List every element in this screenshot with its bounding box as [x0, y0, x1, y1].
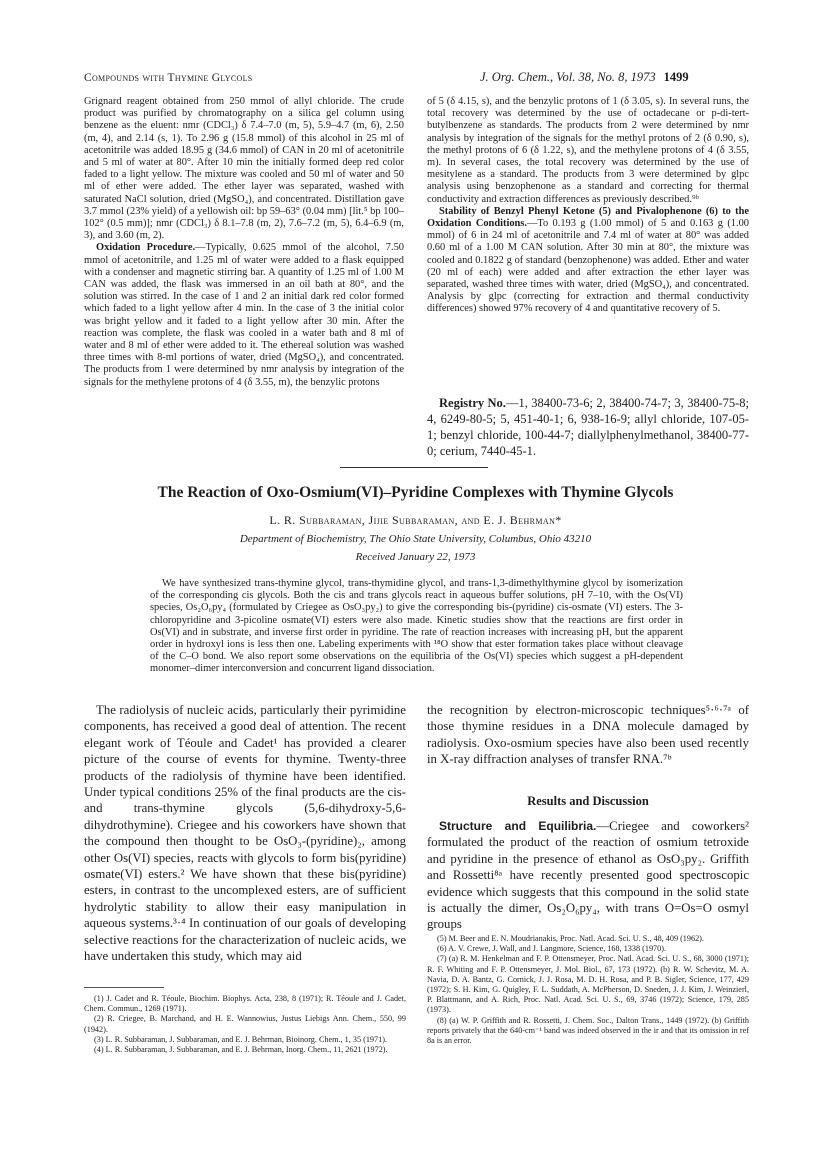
abstract: We have synthesized trans-thymine glycol, trans-thymidine glycol, and trans-1,3-dimethylthymine glycol by isomerization of the corresponding cis glycols. Both the cis and trans glycols react in aqueous buffer solutions, pH 7–10, with the Os(VI) species, Os₂O₆py₄ (formulated by Criegee as OsO₃py₂) to give the corresponding bis-(pyridine) cis-osmate (VI) esters. The 3-chloropyridine and 3-picoline osmate(VI) esters were also made. Kinetic studies show that the reactions are first order in Os(VI) and in substrate, and inverse first order in pyridine. The rate of reaction increases with increasing pH, but the apparent order in hydroxyl ions is less then one. Labeling experiments with ¹⁸O show that ester formation takes place without cleavage of the C–O bond. We also report some observations on the equilibria of the Os(VI) species which suggest a pH-dependent monomer–dimer interconversion and concurrent ligand dissociation. — [150, 578, 683, 675]
section-heading: Results and Discussion — [527, 794, 649, 808]
registry-label: Registry No. — [439, 396, 506, 410]
subsection-heading: Structure and Equilibria. — [439, 819, 597, 833]
footnotes-right — [427, 934, 749, 1046]
experimental-paragraph: of 5 (δ 4.15, s), and the benzylic protons of 1 (δ 3.05, s). In several runs, the total recovery was determined by the use of octadecane or p-di-tert-butylbenzene as standards. The products from 2 were determined by nmr analysis by integration of the signals for the methyl protons of 2 (δ 0.90, s), the methyl protons of 6 (δ 1.22, s), and the methylene protons of 4 (δ 3.55, m). In several cases, the total recovery was determined by the use of mesitylene as a standard. The products from 3 were determined by glpc analysis using benzophenone as a standard and correcting for thermal conductivity and extraction differences as previously described.⁹ᵇ — [427, 96, 749, 205]
body-left-column — [84, 702, 406, 965]
page-number: 1499 — [663, 70, 689, 84]
oxidation-procedure-heading: Oxidation Procedure. — [96, 242, 196, 254]
registry-paragraph — [427, 395, 749, 459]
footnote: (3) L. R. Subbaraman, J. Subbaraman, and E. J. Behrman, Bioinorg. Chem., 1, 35 (1971). — [94, 1034, 387, 1044]
footnote-rule — [84, 987, 164, 988]
article-authors: L. R. Subbaraman, Jijie Subbaraman, and E. J. Behrman* — [269, 513, 562, 527]
footnote: (6) A. V. Crewe, J. Wall, and J. Langmore, Science, 168, 1338 (1970). — [437, 944, 667, 954]
stability-heading: Stability of Benzyl Phenyl Ketone (5) and Pivalophenone (6) to the Oxidation Conditions. — [427, 205, 749, 230]
footnote: (5) M. Beer and E. N. Moudrianakis, Proc. Natl. Acad. Sci. U. S., 48, 409 (1962). — [437, 934, 704, 943]
oxidation-procedure-text: —Typically, 0.625 mmol of the alcohol, 7.50 mmol of acetonitrile, and 1.25 ml of water were added to a flask equipped with a condenser and magnetic stirring bar. A quantity of 1.25 ml of 1.00 M CAN was added, the flask was immersed in an oil bath at 80°, and the solution was stirred. In the case of 1 and 2 an initial dark red color formed which faded to a light yellow after 4 min. In the case of 3 the initial color was bright yellow and it faded to a light yellow after 30 min. After the reaction was complete, the flask was cooled in a water bath and 8 ml of water and 8 ml of ether were added to it. The ethereal solution was washed three times with 8-ml portions of water, dried (MgSO₄), and concentrated. The products from 1 were determined by nmr analysis by integration of the signals for the methylene protons of 4 (δ 3.55, m), the benzylic protons — [84, 242, 404, 388]
subsection-text: —Criegee and coworkers² formulated the product of the reaction of osmium tetroxide and pyridine in the presence of ethanol as OsO₃py₂. Griffith and Rossetti⁸ᵃ have recently presented good spectroscopic evidence which suggests that this compound in the solid state is actually the dimer, Os₂O₆py₄, with trans O=Os=O osmyl groups — [427, 819, 749, 932]
article-divider — [340, 467, 488, 468]
experimental-paragraph: Grignard reagent obtained from 250 mmol of allyl chloride. The crude product was purified by chromatography on a silica gel column using benzene as the eluent: nmr (CDCl₃) δ 7.4–7.0 (m, 5), 5.9–4.7 (m, 6), 2.50 (m, 4), and 2.14 (s, 1). To 2.96 g (15.8 mmol) of this alcohol in 25 ml of acetonitrile was added 18.95 g (34.6 mmol) of CAN in 20 ml of acetonitrile and 5 ml of water at 80°. After 10 min the initially formed deep red color faded to a light yellow. The mixture was cooled and 50 ml of water and 50 ml of ether were added. The ether layer was separated, washed with saturated NaCl solution, dried (MgSO₄), and concentrated. Distillation gave 3.7 mmol (23% yield) of a yellowish oil: bp 59–63° (0.04 mm) [lit.⁵ bp 100–102° (0.5 mm)]; nmr (CDCl₃) δ 8.1–7.8 (m, 2), 7.6–7.2 (m, 5), 6.4–6.9 (m, 3), and 3.60 (m, 2). — [84, 96, 404, 242]
footnote: (8) (a) W. P. Griffith and R. Rossetti, J. Chem. Soc., Dalton Trans., 1449 (1972). (b) Griffith reports privately that the 640-cm⁻¹ band was indeed observed in the ir and that its omission in ref 8a is an error. — [427, 1015, 749, 1046]
footnote: (1) J. Cadet and R. Téoule, Biochim. Biophys. Acta, 238, 8 (1971); R. Téoule and J. Cadet, Chem. Commun., 1269 (1971). — [84, 994, 406, 1014]
intro-paragraph: The radiolysis of nucleic acids, particularly their pyrimidine components, has received a good deal of attention. The recent elegant work of Téoule and Cadet¹ has provided a clearer picture of the course of events for thymine. Twenty-three products of the radiolysis of thymine have been identified. Under typical conditions 25% of the final products are the cis- and trans-thymine glycols (5,6-dihydroxy-5,6-dihydrothymine). Criegee and his coworkers have shown that the compound then thought to be OsO₃-(pyridine)₂, among other Os(VI) species, reacts with glycols to form bis(pyridine) osmate(VI) esters.² We have shown that these bis(pyridine) esters, in contrast to the uncomplexed esters, are of sufficient hydrolytic stability to allow their easy manipulation in aqueous systems.³·⁴ In continuation of our goals of developing selective reactions for the characterization of nucleic acids, we have undertaken this study, which may aid — [84, 703, 406, 964]
received-date: Received January 22, 1973 — [355, 551, 476, 563]
footnote: (2) R. Criegee, B. Marchand, and H. E. Wannowius, Justus Liebigs Ann. Chem., 550, 99 (1942). — [84, 1014, 406, 1034]
running-title: Compounds with Thymine Glycols — [84, 72, 253, 84]
journal-name: J. Org. Chem., Vol. 38, No. 8, 1973 — [480, 70, 656, 84]
structure-section — [427, 818, 749, 933]
journal-citation — [480, 70, 689, 85]
footnotes-left — [84, 994, 406, 1055]
experimental-left-column — [84, 96, 404, 389]
registry-numbers: —1, 38400-73-6; 2, 38400-74-7; 3, 38400-75-8; 4, 6249-80-5; 5, 451-40-1; 6, 938-16-9; allyl chloride, 107-05-1; benzyl chloride, 100-44-7; diallylphenylmethanol, 38400-77-0; cerium, 7440-45-1. — [427, 396, 749, 458]
footnote: (4) L. R. Subbaraman, J. Subbaraman, and E. J. Behrman, Inorg. Chem., 11, 2621 (1972). — [94, 1045, 388, 1055]
stability-text: —To 0.193 g (1.00 mmol) of 5 and 0.163 g (1.00 mmol) of 6 in 24 ml of acetonitrile and 7.4 ml of water at 80° was added 0.60 ml of a 1.00 M CAN solution. After 30 min at 80°, the mixture was cooled and 0.1822 g of standard (benzophenone) was added. Ether and water (20 ml of each) were added and after extraction the ether layer was separated, washed three times with water, dried (MgSO₄), and concentrated. Analysis by glpc (correcting for extraction and thermal conductivity differences) showed 97% recovery of 4 and quantitative recovery of 5. — [427, 218, 749, 315]
oxidation-procedure-paragraph — [84, 242, 404, 388]
registry-block — [427, 395, 749, 459]
article-affiliation: Department of Biochemistry, The Ohio State University, Columbus, Ohio 43210 — [239, 533, 592, 545]
experimental-right-column — [427, 96, 749, 316]
article-title: The Reaction of Oxo-Osmium(VI)–Pyridine Complexes with Thymine Glycols — [157, 484, 674, 501]
structure-paragraph — [427, 818, 749, 933]
stability-paragraph — [427, 206, 749, 316]
footnote: (7) (a) R. M. Henkelman and F. P. Ottensmeyer, Proc. Natl. Acad. Sci. U. S., 68, 3000 (1971); R. F. Whiting and F. P. Ottensmeyer, J. Mol. Biol., 67, 173 (1972). (b) R. W. Schevitz, M. A. Navia, D. A. Bantz, G. Cornick, J. J. Rosa, M. D. H. Rosa, and P. B. Sigler, Science, 177, 429 (1972); S. H. Kim, G. Quigley, F. L. Suddath, A. McPherson, D. Sneden, J. J. Kim, J. Weinzierl, P. Blattmann, and A. Rich, Proc. Natl. Acad. Sci. U. S., 69, 3746 (1972); Science, 179, 285 (1973). — [427, 954, 749, 1015]
intro-continuation: the recognition by electron-microscopic techniques⁵·⁶·⁷ᵃ of those thymine residues in a DNA molecule damaged by radiolysis. Oxo-osmium species have also been used recently in X-ray diffraction analyses of transfer RNA.⁷ᵇ — [427, 703, 749, 767]
body-right-column — [427, 702, 749, 768]
